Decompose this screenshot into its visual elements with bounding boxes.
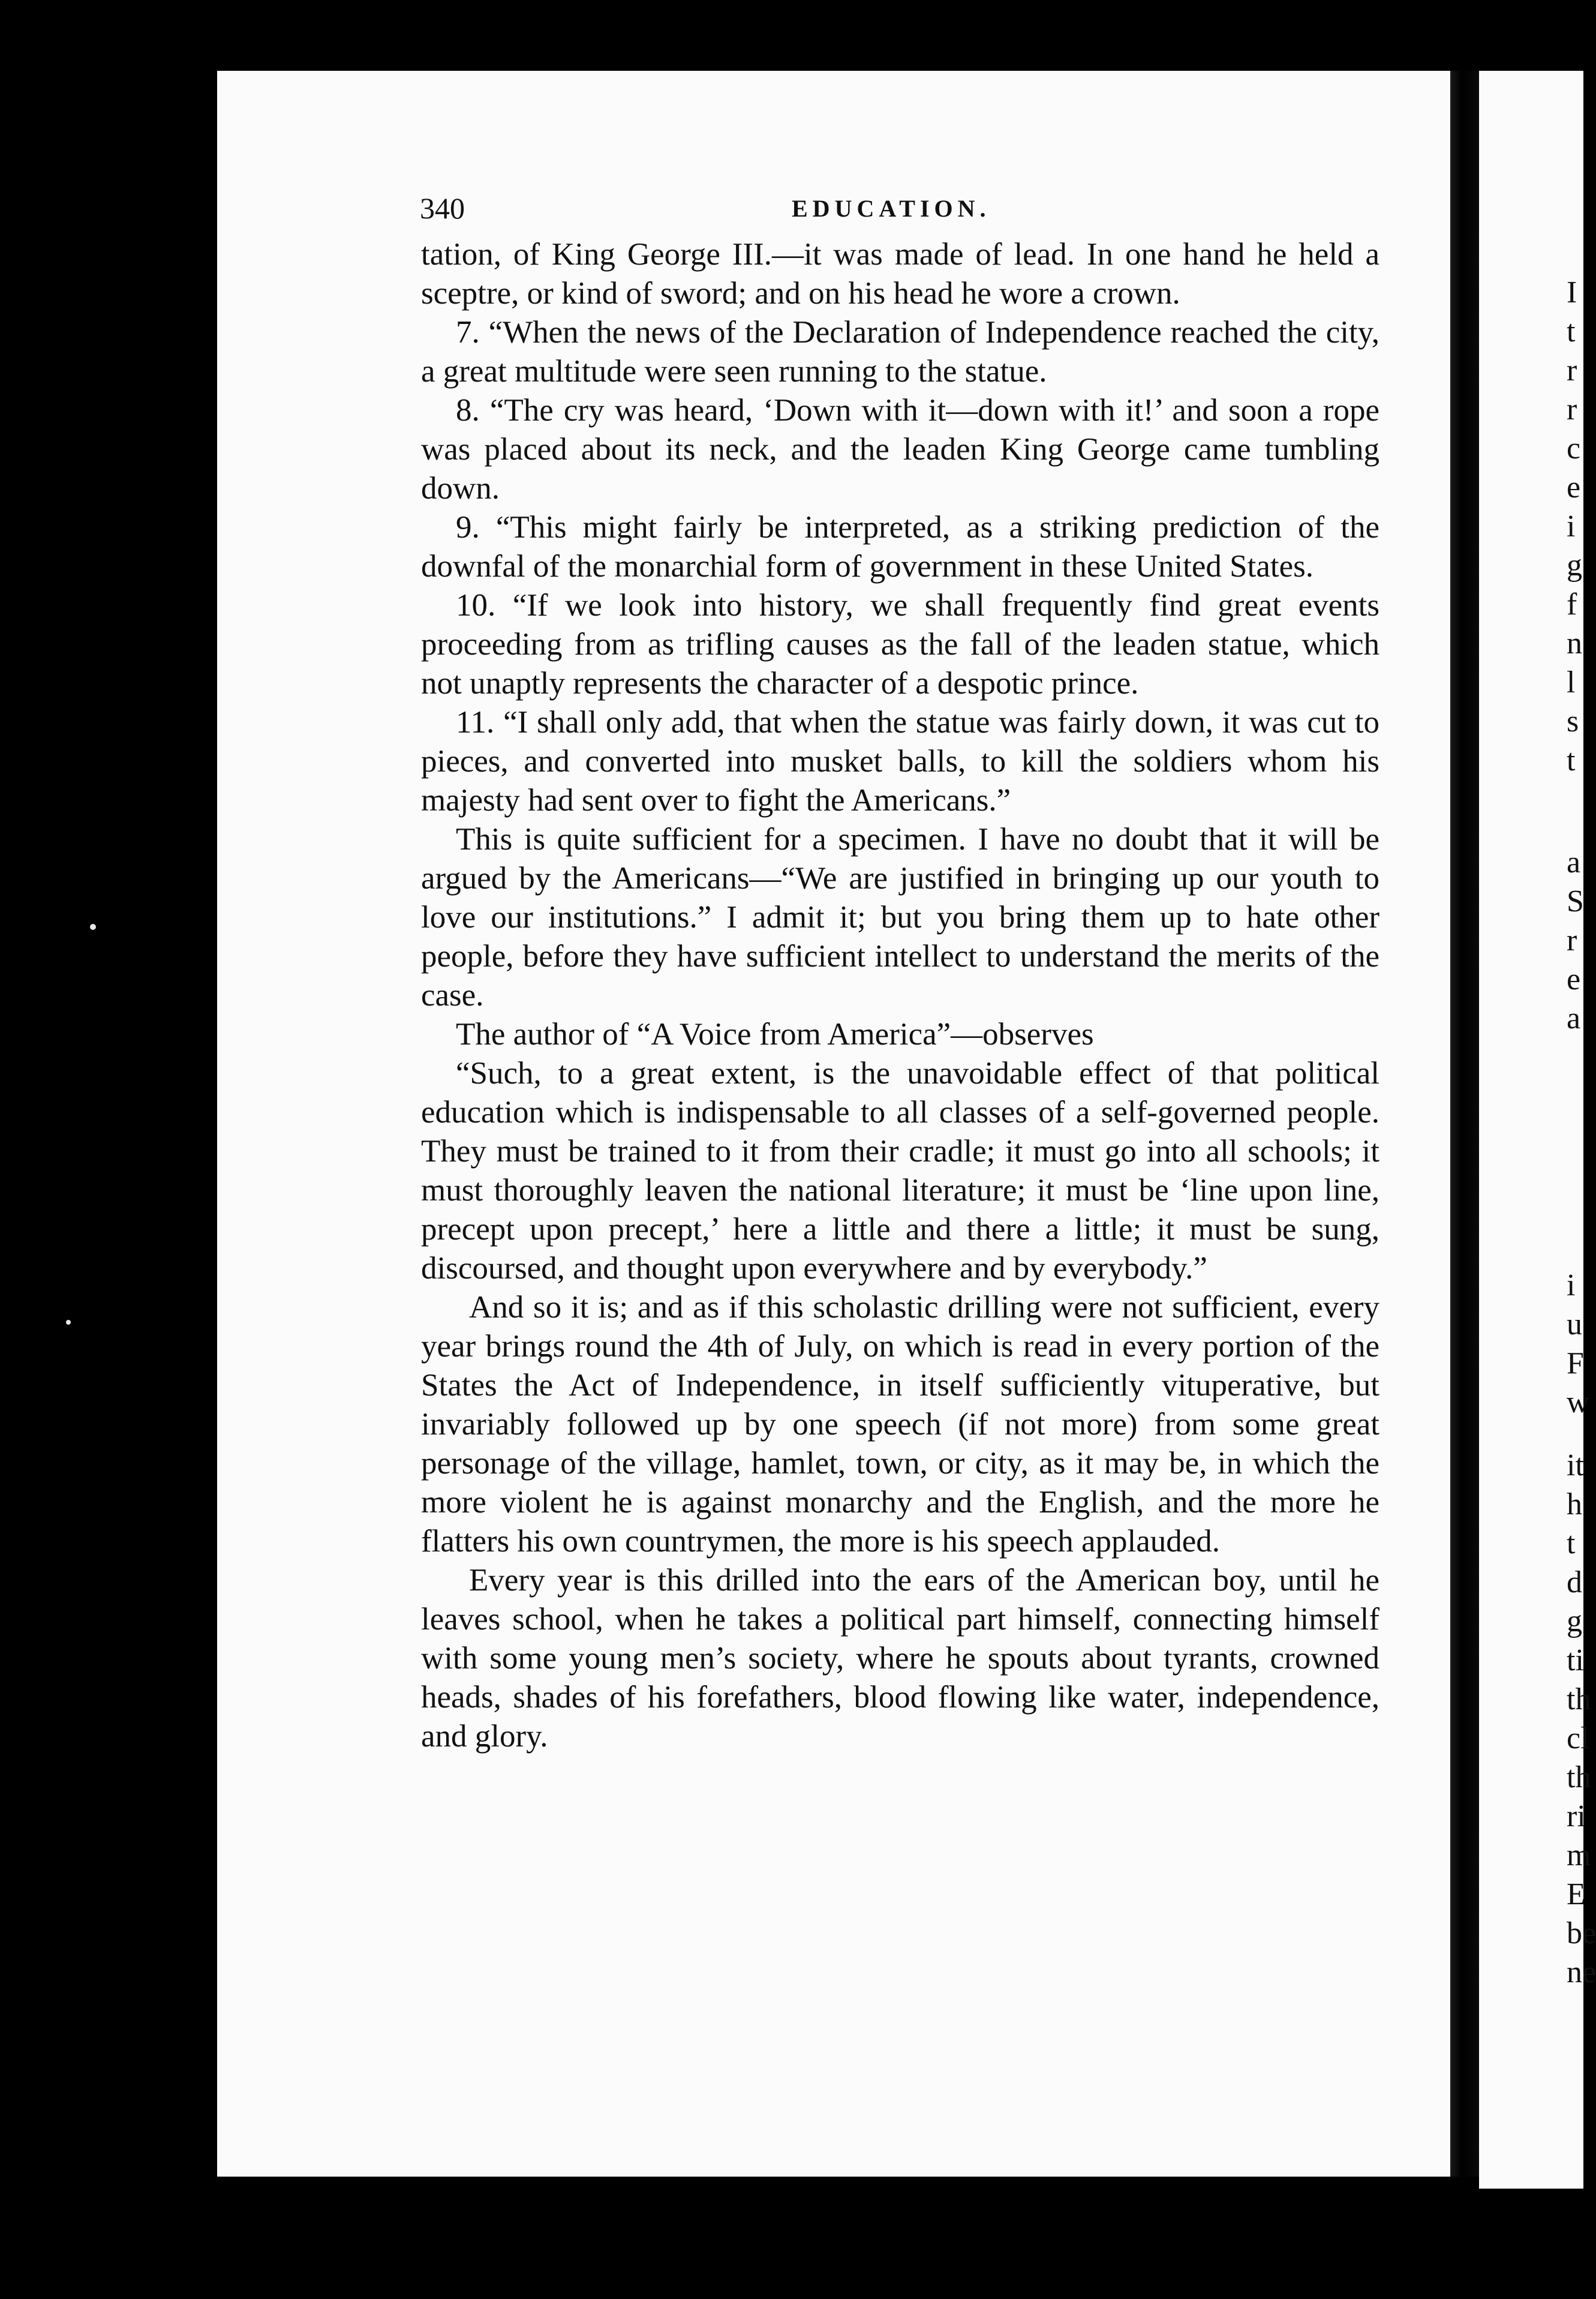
facing-page-fragment: t [1567,1526,1576,1560]
paragraph: This is quite sufficient for a specimen. I have no doubt that it will be argued by the Americans—“We are justified in bringing up our youth to love our institutions.” I admit it; but you bring them up to hate other people, before they have sufficient intellect to understand the merits of the case. [421,822,1379,1013]
facing-page-fragment: E [1567,1877,1586,1911]
facing-page-fragment: i [1567,1268,1576,1302]
facing-page-fragment: th [1567,1682,1591,1716]
facing-page-fragment: n [1567,626,1582,661]
facing-page-fragment: h [1567,1487,1582,1521]
facing-page-fragment: ne [1567,1955,1596,1989]
facing-page-fragment: u [1567,1307,1582,1341]
facing-page-fragment: ti [1567,1643,1584,1677]
facing-page-fragment: t [1567,743,1576,778]
facing-page-fragment: r [1567,923,1577,958]
paragraph: 9. “This might fairly be interpreted, as a striking prediction of the downfal of the monarchial form of government in these United States. [421,510,1379,584]
quoted-paragraph: “Such, to a great extent, is the unavoidable effect of that political education which is indispensable to all classes of a self-governed people. They must be trained to it from their cradle; it must go into all schools; it must thoroughly leaven the national literature; it must be ‘line upon line, precept upon precept,’ here a little and there a little; it must be sung, discoursed, and thought upon everywhere and by everybody.” [421,1056,1379,1286]
paragraph: 10. “If we look into history, we shall frequently find great events proceeding from as trifling causes as the fall of the leaden statue, which not unaptly represents the character of a despotic prince. [421,588,1379,701]
facing-page-fragment: s [1567,704,1579,739]
paragraph: 11. “I shall only add, that when the statue was fairly down, it was cut to pieces, and converted into musket balls, to kill the soldiers whom his majesty had sent over to fight the Americans.” [421,705,1379,818]
facing-page-fragment: r [1567,392,1577,427]
facing-page-fragment: g [1567,548,1582,583]
speck [66,1320,71,1325]
facing-page-fragment: d [1567,1565,1582,1599]
facing-page-fragment: it [1567,1448,1584,1482]
paragraph: The author of “A Voice from America”—observes [456,1017,1094,1052]
running-head [420,191,1379,233]
facing-page-fragment: e [1567,962,1581,997]
facing-page-fragment: S [1567,884,1584,919]
facing-page-fragment: g [1567,1604,1582,1638]
facing-page-fragment: t [1567,314,1576,349]
paragraph: Every year is this drilled into the ears of the American boy, until he leaves school, when he takes a political part himself, connecting himself with some young men’s society, where he spouts about tyrants, crowned heads, shades of his forefathers, blood flowing like water, independence, and glory. [421,1563,1379,1754]
page-number: 340 [420,191,465,225]
facing-page-fragment: c [1567,431,1581,466]
facing-page-fragment: th [1567,1760,1591,1794]
facing-page-fragment: r [1567,353,1577,388]
book-gutter [1450,71,1479,2177]
facing-page-fragment: a [1567,845,1581,880]
facing-page-fragment: I [1567,275,1577,310]
facing-page-fragment: F [1567,1346,1584,1380]
paragraph: And so it is; and as if this scholastic drilling were not sufficient, every year brings round the 4th of July, on which is read in every portion of the States the Act of Independence, in itself sufficiently vituperative, but invariably followed up by one speech (if not more) from some great personage of the village, hamlet, town, or city, as it may be, in which the more violent he is against monarchy and the English, and the more he flatters his own countrymen, the more is his speech applauded. [421,1290,1379,1559]
facing-page-fragment: m [1567,1838,1591,1872]
running-head-title: EDUCATION. [792,195,991,222]
facing-page-fragment: e [1567,470,1581,505]
facing-page-fragment: l [1567,665,1576,700]
facing-page-fragment: a [1567,1001,1581,1036]
facing-page-fragment: i [1567,509,1576,544]
paragraph: 7. “When the news of the Declaration of Independence reached the city, a great multitude were seen running to the statue. [421,315,1379,389]
paragraph: 8. “The cry was heard, ‘Down with it—down with it!’ and soon a rope was placed about its neck, and the leaden King George came tumbling down. [421,393,1379,506]
facing-page-fragment: be [1567,1916,1596,1950]
facing-page-fragment: ri [1567,1799,1586,1833]
body-text [421,235,1379,1756]
facing-page-fragment: cl [1567,1721,1589,1755]
speck [90,924,96,930]
paragraph: tation, of King George III.—it was made of lead. In one hand he held a sceptre, or kind of sword; and on his head he wore a crown. [421,237,1379,311]
facing-page-fragment: w [1567,1385,1589,1419]
facing-page-fragment: f [1567,587,1577,622]
